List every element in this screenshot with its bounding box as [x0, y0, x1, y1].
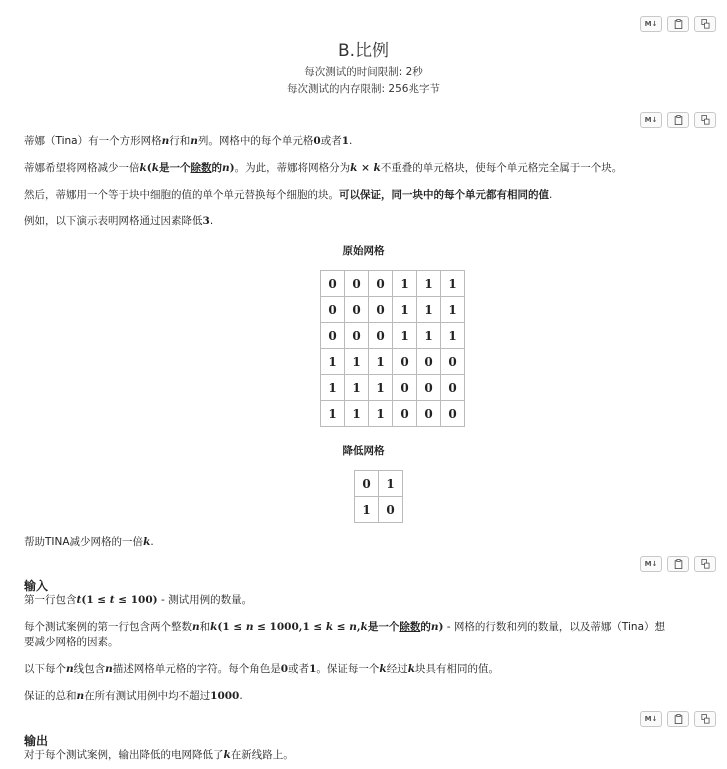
input-line-3: 以下每个n线包含n描述网格单元格的字符。每个角色是0或者1。保证每一个k经过k块具有相同的值。 — [24, 663, 499, 675]
grid-cell: 0 — [441, 375, 465, 401]
grid-cell: 0 — [393, 375, 417, 401]
grid-cell: 1 — [355, 497, 379, 523]
markdown-label: M↓ — [644, 715, 658, 723]
grid-cell: 0 — [345, 297, 369, 323]
translate-icon — [701, 115, 710, 125]
reduced-grid — [354, 470, 403, 523]
grid-cell: 1 — [321, 349, 345, 375]
grid-cell: 0 — [417, 349, 441, 375]
clipboard-icon — [674, 19, 683, 29]
clipboard-icon — [674, 559, 683, 569]
input-line-2: 每个测试案例的第一行包含两个整数n和k(1 ≤ n ≤ 1000,1 ≤ k ≤ n,k是一个除数的n) - 网格的行数和列的数量，以及蒂娜（Tina）想 — [24, 621, 665, 633]
copy-button[interactable] — [667, 711, 689, 727]
statement-p4: 例如，以下演示表明网格通过因素降低3. — [24, 215, 214, 227]
grid-cell: 1 — [369, 401, 393, 427]
translate-button[interactable] — [694, 16, 716, 32]
grid-cell: 0 — [345, 323, 369, 349]
markdown-button[interactable] — [640, 112, 662, 128]
copy-button[interactable] — [667, 112, 689, 128]
grid-cell: 1 — [345, 375, 369, 401]
reduced-grid-caption: 降低网格 — [342, 445, 385, 457]
grid-row — [321, 349, 465, 375]
grid-cell: 0 — [369, 323, 393, 349]
grid-cell: 1 — [393, 271, 417, 297]
grid-cell: 1 — [417, 323, 441, 349]
grid-row — [321, 375, 465, 401]
translate-icon — [701, 19, 710, 29]
input-line-4: 保证的总和n在所有测试用例中均不超过1000. — [24, 690, 243, 702]
grid-cell: 1 — [393, 323, 417, 349]
grid-cell: 0 — [441, 401, 465, 427]
original-grid — [320, 270, 465, 427]
translate-icon — [701, 714, 710, 724]
grid-row — [321, 297, 465, 323]
input-line-2b: 要减少网格的因素。 — [24, 636, 119, 648]
translate-button[interactable] — [694, 556, 716, 572]
statement-p3: 然后，蒂娜用一个等于块中细胞的值的单个单元替换每个细胞的块。可以保证，同一块中的每个单元都有相同的值. — [24, 189, 553, 201]
clipboard-icon — [674, 115, 683, 125]
grid-cell: 1 — [321, 375, 345, 401]
grid-cell: 0 — [379, 497, 403, 523]
grid-cell: 0 — [393, 401, 417, 427]
input-toolbar — [640, 556, 716, 572]
output-toolbar — [640, 711, 716, 727]
output-line-1: 对于每个测试案例，输出降低的电网降低了k在新线路上。 — [24, 749, 294, 761]
header-toolbar — [640, 16, 716, 32]
grid-cell: 0 — [369, 297, 393, 323]
grid-cell: 0 — [321, 323, 345, 349]
grid-cell: 0 — [441, 349, 465, 375]
grid-cell: 1 — [369, 375, 393, 401]
copy-button[interactable] — [667, 556, 689, 572]
grid-cell: 1 — [417, 271, 441, 297]
statement-p2: 蒂娜希望将网格减少一倍k(k是一个除数的n)。为此，蒂娜将网格分为k × k不重叠的单元格块，使每个单元格完全属于一个块。 — [24, 162, 623, 174]
statement-p5: 帮助TINA减少网格的一倍k. — [24, 536, 154, 548]
grid-cell: 1 — [393, 297, 417, 323]
output-heading: 输出 — [24, 734, 49, 748]
grid-cell: 1 — [441, 297, 465, 323]
translate-button[interactable] — [694, 711, 716, 727]
translate-icon — [701, 559, 710, 569]
grid-cell: 0 — [355, 471, 379, 497]
grid-row — [321, 271, 465, 297]
grid-cell: 0 — [321, 297, 345, 323]
copy-button[interactable] — [667, 16, 689, 32]
grid-cell: 0 — [345, 271, 369, 297]
grid-row — [355, 471, 403, 497]
grid-row — [321, 401, 465, 427]
grid-row — [321, 323, 465, 349]
statement-p1: 蒂娜（Tina）有一个方形网格n行和n列。网格中的每个单元格0或者1. — [24, 135, 353, 147]
clipboard-icon — [674, 714, 683, 724]
statement-toolbar — [640, 112, 716, 128]
translate-button[interactable] — [694, 112, 716, 128]
grid-cell: 1 — [369, 349, 393, 375]
grid-cell: 1 — [379, 471, 403, 497]
grid-cell: 0 — [417, 401, 441, 427]
markdown-label: M↓ — [644, 116, 658, 124]
grid-cell: 1 — [441, 271, 465, 297]
grid-cell: 1 — [417, 297, 441, 323]
markdown-button[interactable] — [640, 711, 662, 727]
grid-cell: 1 — [345, 349, 369, 375]
markdown-button[interactable] — [640, 556, 662, 572]
markdown-button[interactable] — [640, 16, 662, 32]
grid-cell: 1 — [321, 401, 345, 427]
grid-cell: 0 — [417, 375, 441, 401]
time-limit: 每次测试的时间限制: 2秒 — [304, 66, 423, 78]
memory-limit: 每次测试的内存限制: 256兆字节 — [287, 83, 440, 95]
input-heading: 输入 — [24, 579, 49, 593]
input-line-1: 第一行包含t(1 ≤ t ≤ 100) - 测试用例的数量。 — [24, 594, 253, 606]
markdown-label: M↓ — [644, 560, 658, 568]
grid-cell: 0 — [393, 349, 417, 375]
grid-cell: 0 — [321, 271, 345, 297]
grid-cell: 1 — [345, 401, 369, 427]
markdown-label: M↓ — [644, 20, 658, 28]
grid-cell: 1 — [441, 323, 465, 349]
grid-cell: 0 — [369, 271, 393, 297]
problem-title: B.比例 — [337, 41, 390, 61]
grid-row — [355, 497, 403, 523]
original-grid-caption: 原始网格 — [342, 245, 385, 257]
